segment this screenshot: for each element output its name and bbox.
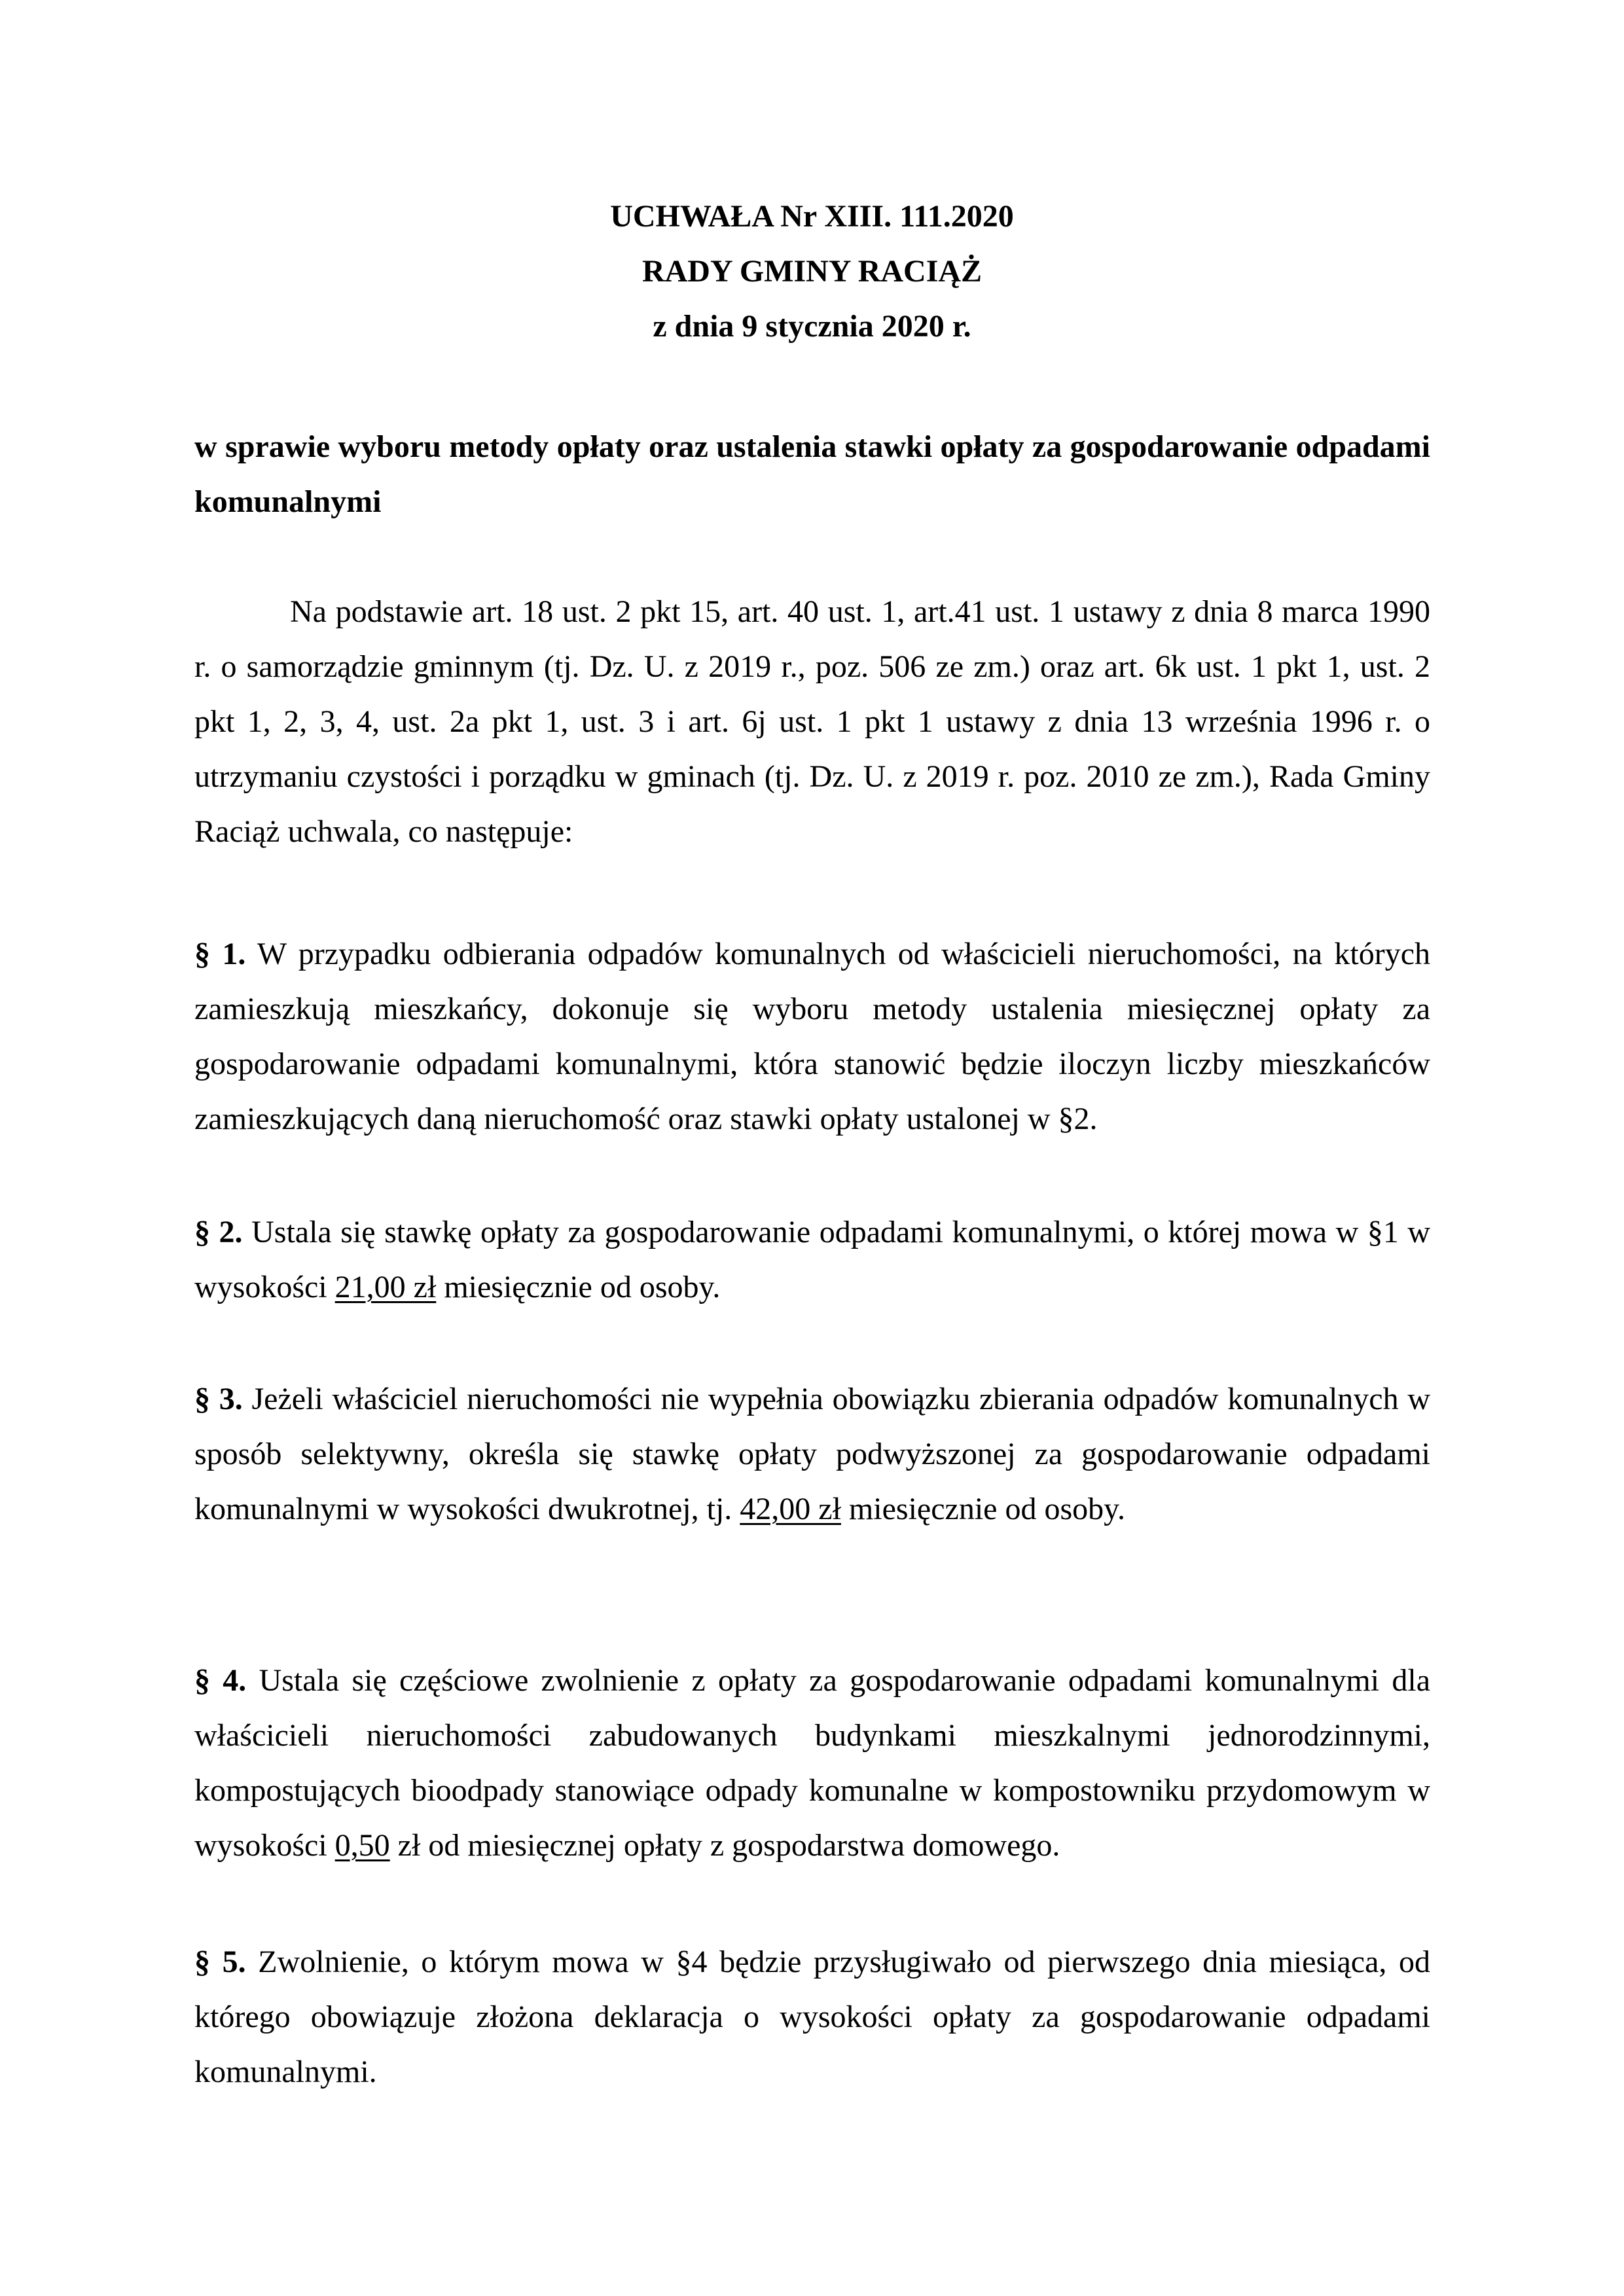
paragraph-text: Jeżeli właściciel nieruchomości nie wypełnia obowiązku zbierania odpadów komunalnych w sposób selektywny, określa się stawkę opłaty podwyższonej za gospodarowanie odpadami komunalnymi w wysokości dwukrotnej, tj. bbox=[194, 1382, 1430, 1526]
resolution-number: UCHWAŁA Nr XIII. 111.2020 bbox=[610, 199, 1014, 234]
paragraph-number: § 3. bbox=[194, 1382, 243, 1416]
paragraph-number: § 5. bbox=[194, 1945, 246, 1979]
resolution-subject: w sprawie wyboru metody opłaty oraz ustalenia stawki opłaty za gospodarowanie odpadami komunalnymi bbox=[194, 429, 1430, 519]
paragraph-5 bbox=[194, 1935, 1430, 2100]
resolution-header bbox=[0, 189, 1624, 354]
paragraph-text: Ustala się częściowe zwolnienie z opłaty za gospodarowanie odpadami komunalnymi dla właścicieli nieruchomości zabudowanych budynkami mieszkalnymi jednorodzinnymi, kompostujących bioodpady stanowiące odpady komunalne w kompostowniku przydomowym w wysokości bbox=[194, 1663, 1431, 1863]
fee-amount: 21,00 zł bbox=[334, 1270, 437, 1304]
paragraph-text: Ustala się stawkę opłaty za gospodarowanie odpadami komunalnymi, o której mowa w §1 w wysokości bbox=[194, 1215, 1431, 1304]
paragraph-1 bbox=[194, 927, 1430, 1147]
paragraph-number: § 2. bbox=[194, 1215, 243, 1249]
paragraph-text-end: miesięcznie od osoby. bbox=[840, 1492, 1126, 1526]
paragraph-number: § 1. bbox=[194, 937, 246, 971]
paragraph-4 bbox=[194, 1653, 1430, 1873]
paragraph-text: W przypadku odbierania odpadów komunalnych od właścicieli nieruchomości, na których zamieszkują mieszkańcy, dokonuje się wyboru metody ustalenia miesięcznej opłaty za gospodarowanie odpadami komunalnymi, która stanowić będzie iloczyn liczby mieszkańców zamieszkujących daną nieruchomość oraz stawki opłaty ustalonej w §2. bbox=[194, 937, 1431, 1136]
paragraph-number: § 4. bbox=[194, 1663, 247, 1698]
increased-fee-amount: 42,00 zł bbox=[740, 1492, 841, 1526]
exemption-amount: 0,50 bbox=[334, 1828, 390, 1863]
paragraph-text: Zwolnienie, o którym mowa w §4 będzie przysługiwało od pierwszego dnia miesiąca, od którego obowiązuje złożona deklaracja o wysokości opłaty za gospodarowanie odpadami komunalnymi. bbox=[194, 1945, 1431, 2089]
resolution-date: z dnia 9 stycznia 2020 r. bbox=[653, 309, 971, 344]
legal-basis-preamble: Na podstawie art. 18 ust. 2 pkt 15, art. 40 ust. 1, art.41 ust. 1 ustawy z dnia 8 marca 1990 r. o samorządzie gminnym (tj. Dz. U. z 2019 r., poz. 506 ze zm.) oraz art. 6k ust. 1 pkt 1, ust. 2 pkt 1, 2, 3, 4, ust. 2a pkt 1, ust. 3 i art. 6j ust. 1 pkt 1 ustawy z dnia 13 września 1996 r. o utrzymaniu czystości i porządku w gminach (tj. Dz. U. z 2019 r. poz. 2010 ze zm.), Rada Gminy Raciąż uchwala, co następuje: bbox=[194, 594, 1430, 849]
paragraph-text-end: zł od miesięcznej opłaty z gospodarstwa domowego. bbox=[389, 1828, 1060, 1863]
council-name: RADY GMINY RACIĄŻ bbox=[641, 254, 983, 289]
paragraph-text-end: miesięcznie od osoby. bbox=[436, 1270, 721, 1304]
paragraph-2 bbox=[194, 1205, 1430, 1315]
paragraph-3 bbox=[194, 1372, 1430, 1537]
